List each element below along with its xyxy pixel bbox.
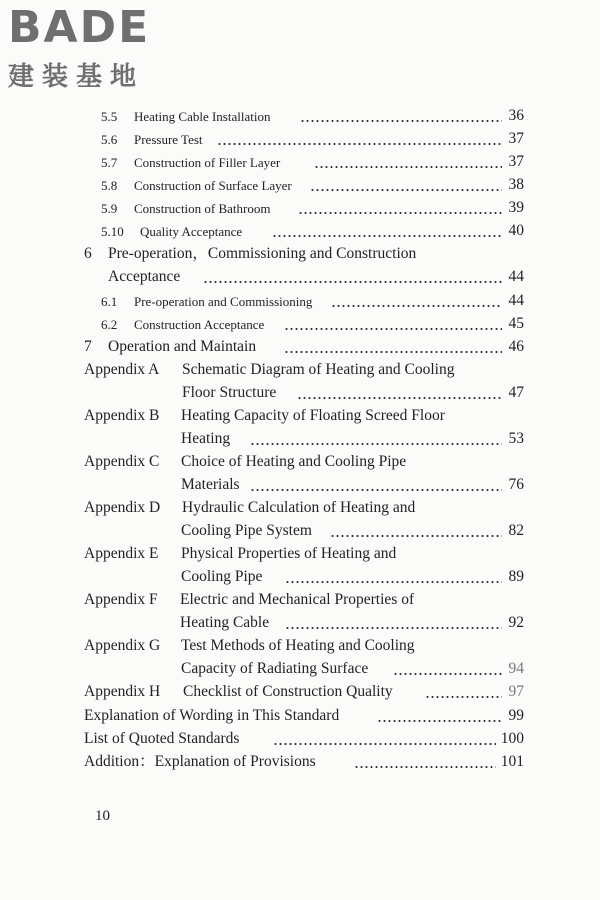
leader-dots bbox=[314, 165, 502, 169]
section-number: 5.9 bbox=[101, 201, 118, 216]
toc-entry-7[interactable] bbox=[0, 337, 600, 359]
page-ref: 92 bbox=[508, 614, 524, 631]
page-ref: 76 bbox=[508, 476, 524, 493]
watermark-cjk: 建装基地 bbox=[8, 62, 145, 92]
section-number: 7 bbox=[84, 338, 92, 355]
toc-entry-appendix-g[interactable] bbox=[0, 636, 600, 658]
section-number: 5.10 bbox=[101, 224, 124, 239]
page-ref: 45 bbox=[508, 315, 524, 332]
leader-dots bbox=[377, 719, 502, 723]
toc-entry-6-1[interactable] bbox=[0, 291, 600, 313]
section-number: 6.1 bbox=[101, 294, 118, 309]
leader-dots bbox=[272, 234, 502, 238]
leader-dots bbox=[250, 442, 502, 446]
appendix-title-continued: Materials bbox=[181, 476, 240, 493]
page-number: 10 bbox=[95, 808, 110, 824]
appendix-title: Checklist of Construction Quality bbox=[183, 683, 393, 700]
section-number: 5.5 bbox=[101, 109, 118, 124]
leader-dots bbox=[354, 765, 496, 769]
appendix-title: Physical Properties of Heating and bbox=[181, 545, 397, 562]
appendix-title-continued: Capacity of Radiating Surface bbox=[181, 660, 369, 677]
appendix-title: Hydraulic Calculation of Heating and bbox=[182, 499, 416, 516]
page-ref: 37 bbox=[508, 130, 524, 147]
toc-entry-appendix-e-continued[interactable] bbox=[0, 567, 600, 589]
section-title-continued: Acceptance bbox=[108, 268, 181, 285]
toc-entry-appendix-f[interactable] bbox=[0, 590, 600, 612]
page-ref: 46 bbox=[508, 338, 524, 355]
leader-dots bbox=[250, 488, 502, 492]
toc-entry-appendix-a-continued[interactable] bbox=[0, 383, 600, 405]
leader-dots bbox=[284, 350, 502, 354]
toc-entry-5-7[interactable] bbox=[0, 152, 600, 174]
toc-entry-appendix-c[interactable] bbox=[0, 452, 600, 474]
section-number: 6.2 bbox=[101, 317, 118, 332]
appendix-label: Appendix A bbox=[84, 361, 160, 378]
appendix-label: Appendix C bbox=[84, 453, 160, 470]
toc-entry-appendix-a[interactable] bbox=[0, 360, 600, 382]
leader-dots bbox=[285, 580, 502, 584]
page-ref: 94 bbox=[508, 660, 524, 677]
toc-entry-6-2[interactable] bbox=[0, 314, 600, 336]
section-title: Construction Acceptance bbox=[134, 317, 265, 332]
toc-entry-appendix-d-continued[interactable] bbox=[0, 521, 600, 543]
toc-entry-appendix-b-continued[interactable] bbox=[0, 429, 600, 451]
appendix-title: Test Methods of Heating and Cooling bbox=[181, 637, 415, 654]
page-ref: 37 bbox=[508, 153, 524, 170]
toc-entry-quoted-standards[interactable] bbox=[0, 729, 600, 751]
page-ref: 97 bbox=[508, 683, 524, 700]
toc-entry-appendix-h[interactable] bbox=[0, 682, 600, 704]
section-number: 5.7 bbox=[101, 155, 118, 170]
section-title: Construction of Surface Layer bbox=[134, 178, 292, 193]
appendix-title: Electric and Mechanical Properties of bbox=[180, 591, 415, 608]
toc-entry-appendix-b[interactable] bbox=[0, 406, 600, 428]
toc-entry-5-10[interactable] bbox=[0, 221, 600, 243]
page-ref: 101 bbox=[500, 753, 524, 770]
appendix-title-continued: Floor Structure bbox=[182, 384, 277, 401]
page-ref: 82 bbox=[508, 522, 524, 539]
page-ref: 38 bbox=[508, 176, 524, 193]
appendix-title: Heating Capacity of Floating Screed Floor bbox=[181, 407, 445, 424]
section-title: Construction of Bathroom bbox=[134, 201, 271, 216]
page-ref: 39 bbox=[508, 199, 524, 216]
page-ref: 53 bbox=[508, 430, 524, 447]
toc-entry-5-5[interactable] bbox=[0, 106, 600, 128]
section-title: Construction of Filler Layer bbox=[134, 155, 281, 170]
appendix-label: Appendix E bbox=[84, 545, 159, 562]
entry-title: Explanation of Wording in This Standard bbox=[84, 707, 340, 724]
section-title: Pre-operation，Commissioning and Construction bbox=[108, 245, 417, 262]
leader-dots bbox=[310, 188, 502, 192]
page-ref: 99 bbox=[508, 707, 524, 724]
page-ref: 44 bbox=[508, 292, 524, 309]
appendix-title-continued: Heating Cable bbox=[180, 614, 270, 631]
toc-entry-5-6[interactable] bbox=[0, 129, 600, 151]
leader-dots bbox=[298, 211, 502, 215]
leader-dots bbox=[330, 534, 502, 538]
leader-dots bbox=[217, 142, 502, 146]
leader-dots bbox=[300, 119, 502, 123]
appendix-label: Appendix G bbox=[84, 637, 161, 654]
toc-entry-appendix-e[interactable] bbox=[0, 544, 600, 566]
section-title: Pre-operation and Commissioning bbox=[134, 294, 313, 309]
appendix-title: Choice of Heating and Cooling Pipe bbox=[181, 453, 407, 470]
page-ref: 40 bbox=[508, 222, 524, 239]
leader-dots bbox=[393, 672, 502, 676]
leader-dots bbox=[203, 280, 502, 284]
section-title: Quality Acceptance bbox=[140, 224, 243, 239]
leader-dots bbox=[297, 396, 502, 400]
section-number: 6 bbox=[84, 245, 92, 262]
toc-entry-5-8[interactable] bbox=[0, 175, 600, 197]
appendix-label: Appendix H bbox=[84, 683, 161, 700]
toc-entry-6[interactable] bbox=[0, 244, 600, 266]
page-ref: 89 bbox=[508, 568, 524, 585]
leader-dots bbox=[331, 304, 502, 308]
leader-dots bbox=[273, 742, 496, 746]
leader-dots bbox=[425, 695, 502, 699]
toc-entry-appendix-c-continued[interactable] bbox=[0, 475, 600, 497]
page-ref: 36 bbox=[508, 107, 524, 124]
appendix-label: Appendix B bbox=[84, 407, 160, 424]
appendix-title: Schematic Diagram of Heating and Cooling bbox=[182, 361, 455, 378]
page-ref: 44 bbox=[508, 268, 524, 285]
entry-title: Addition：Explanation of Provisions bbox=[84, 753, 316, 770]
toc-entry-explanation-of-wording[interactable] bbox=[0, 706, 600, 728]
section-title: Heating Cable Installation bbox=[134, 109, 271, 124]
leader-dots bbox=[285, 626, 502, 630]
toc-entry-6-continued[interactable] bbox=[0, 267, 600, 289]
toc-entry-appendix-g-continued[interactable] bbox=[0, 659, 600, 681]
toc-entry-addition[interactable] bbox=[0, 752, 600, 774]
appendix-title-continued: Cooling Pipe bbox=[181, 568, 263, 585]
appendix-label: Appendix F bbox=[84, 591, 158, 608]
section-title: Operation and Maintain bbox=[108, 338, 257, 355]
watermark-latin: BADE bbox=[8, 2, 151, 53]
leader-dots bbox=[284, 327, 502, 331]
appendix-label: Appendix D bbox=[84, 499, 161, 516]
page-ref: 47 bbox=[508, 384, 524, 401]
toc-entry-appendix-d[interactable] bbox=[0, 498, 600, 520]
appendix-title-continued: Cooling Pipe System bbox=[181, 522, 312, 539]
page-ref: 100 bbox=[500, 730, 524, 747]
section-title: Pressure Test bbox=[134, 132, 203, 147]
section-number: 5.8 bbox=[101, 178, 118, 193]
toc-entry-5-9[interactable] bbox=[0, 198, 600, 220]
appendix-title-continued: Heating bbox=[181, 430, 231, 447]
toc-entry-appendix-f-continued[interactable] bbox=[0, 613, 600, 635]
section-number: 5.6 bbox=[101, 132, 118, 147]
entry-title: List of Quoted Standards bbox=[84, 730, 240, 747]
